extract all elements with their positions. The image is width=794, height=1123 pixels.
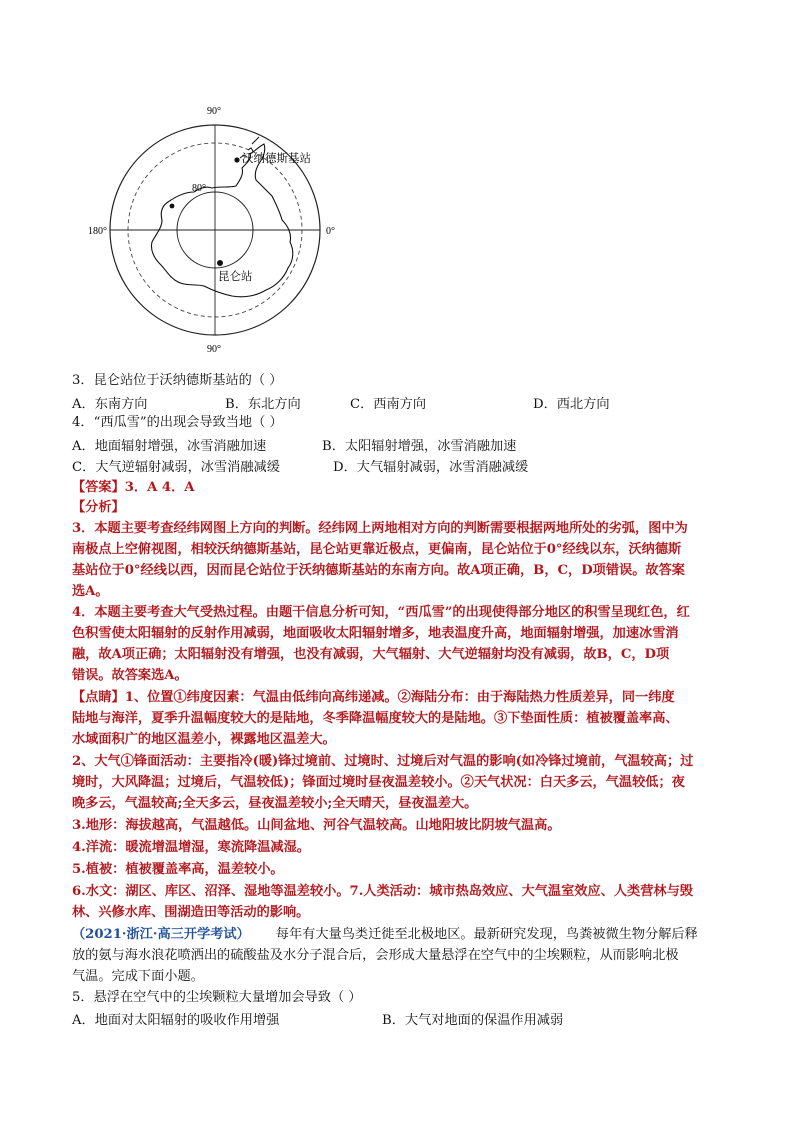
- dianjing-line: 境时，大风降温；过境后，气温较低)；锋面过境时昼夜温差较小。②天气状况：白天多云，气温较低；夜: [72, 775, 685, 790]
- passage-source: （2021·浙江·高三开学考试）: [72, 927, 250, 942]
- q4-option-d: D．大气辐射减弱，冰雪消融减缓: [333, 460, 529, 475]
- dianjing-line: 林、兴修水库、围湖造田等活动的影响。: [72, 905, 310, 920]
- analysis-line: 南极点上空俯视图，相较沃纳德斯基站，昆仑站更靠近极点，更偏南，昆仑站位于0°经线以东，沃纳德斯: [72, 542, 682, 557]
- q5-option-a: A．地面对太阳辐射的吸收作用增强: [72, 1013, 280, 1028]
- analysis-line: 4．本题主要考查大气受热过程。由题干信息分析可知，“西瓜雪”的出现使得部分地区的积雪呈现红色，红: [72, 605, 690, 620]
- dianjing-line: 3.地形：海拔越高，气温越低。山间盆地、河谷气温较高。山地阳坡比阴坡气温高。: [72, 818, 561, 833]
- label-90-top: 90°: [207, 106, 221, 117]
- antarctic-polar-map: [90, 100, 350, 360]
- passage-line-2: 放的氨与海水浪花喷洒出的硫酸盐及水分子混合后，会形成大量悬浮在空气中的尘埃颗粒，从而影响北极: [72, 948, 679, 963]
- q4-stem: 4．“西瓜雪”的出现会导致当地（ ）: [72, 415, 283, 430]
- label-0: 0°: [326, 226, 335, 237]
- dianjing-line: 水域面积广的地区温差小，裸露地区温差大。: [72, 732, 336, 747]
- q5-option-b: B．大气对地面的保温作用减弱: [382, 1013, 564, 1028]
- dianjing-line: 6.水文：湖区、库区、沼泽、湿地等温差较小。7.人类活动：城市热岛效应、大气温室效应、人类营林与毁: [72, 884, 693, 899]
- analysis-line: 错误。故答案选A。: [72, 668, 188, 683]
- q4-option-b: B．太阳辐射增强，冰雪消融加速: [322, 439, 517, 454]
- passage-text: 每年有大量鸟类迁徙至北极地区。最新研究发现，鸟粪被微生物分解后释: [275, 927, 698, 942]
- label-vernadsky: 沃纳德斯基站: [242, 151, 311, 165]
- q4-option-c: C．大气逆辐射减弱，冰雪消融减缓: [72, 460, 280, 475]
- label-90-bottom: 90°: [207, 344, 221, 355]
- dianjing-line: 5.植被：植被覆盖率高，温差较小。: [72, 862, 284, 877]
- analysis-line: 色积雪使太阳辐射的反射作用减弱，地面吸收太阳辐射增多，地表温度升高，地面辐射增强，加速冰雪消: [72, 626, 679, 641]
- q3-option-d: D．西北方向: [533, 397, 610, 412]
- q3-stem: 3．昆仑站位于沃纳德斯基站的（ ）: [72, 373, 283, 388]
- dianjing-line: 陆地与海洋，夏季升温幅度较大的是陆地，冬季降温幅度较大的是陆地。③下垫面性质：植被覆盖率高、: [72, 711, 679, 726]
- label-kunlun: 昆仑站: [218, 269, 253, 283]
- answer: 【答案】3．A 4．A: [72, 480, 195, 495]
- passage-line-3: 气温。完成下面小题。: [72, 969, 204, 984]
- analysis-line: 融，故A项正确；太阳辐射没有增强，也没有减弱，大气辐射、大气逆辐射均没有减弱，故B，C，D项: [72, 647, 670, 662]
- label-80: 80°: [192, 183, 206, 194]
- analysis-heading: 【分析】: [72, 500, 125, 515]
- dianjing-line: 晚多云，气温较高;全天多云，昼夜温差较小;全天晴天，昼夜温差大。: [72, 796, 478, 811]
- label-180: 180°: [88, 226, 107, 237]
- q5-stem: 5．悬浮在空气中的尘埃颗粒大量增加会导致（ ）: [72, 990, 362, 1005]
- dianjing-line: 【点睛】1、位置①纬度因素：气温由低纬向高纬递减。②海陆分布：由于海陆热力性质差异，同一纬度: [72, 690, 675, 705]
- q4-option-a: A．地面辐射增强，冰雪消融加速: [72, 439, 267, 454]
- analysis-line: 基站位于0°经线以西，因而昆仑站位于沃纳德斯基站的东南方向。故A项正确，B，C，D项错误。故答案: [72, 563, 685, 578]
- vernadsky-station-marker: [234, 157, 239, 162]
- small-island-marker: [170, 204, 175, 209]
- analysis-line: 选A。: [72, 584, 109, 599]
- analysis-line: 3．本题主要考查经纬网图上方向的判断。经纬网上两地相对方向的判断需要根据两地所处的劣弧，图中为: [72, 521, 688, 536]
- q3-option-c: C．西南方向: [350, 397, 427, 412]
- q3-option-a: A．东南方向: [72, 397, 148, 412]
- dianjing-line: 4.洋流：暖流增温增湿，寒流降温减湿。: [72, 840, 310, 855]
- passage-line-1: [72, 925, 698, 946]
- dianjing-line: 2、大气①锋面活动：主要指冷(暖)锋过境前、过境时、过境后对气温的影响(如冷锋过境前，气温较高；过: [72, 754, 694, 769]
- kunlun-station-marker: [217, 260, 223, 266]
- q3-option-b: B．东北方向: [225, 397, 301, 412]
